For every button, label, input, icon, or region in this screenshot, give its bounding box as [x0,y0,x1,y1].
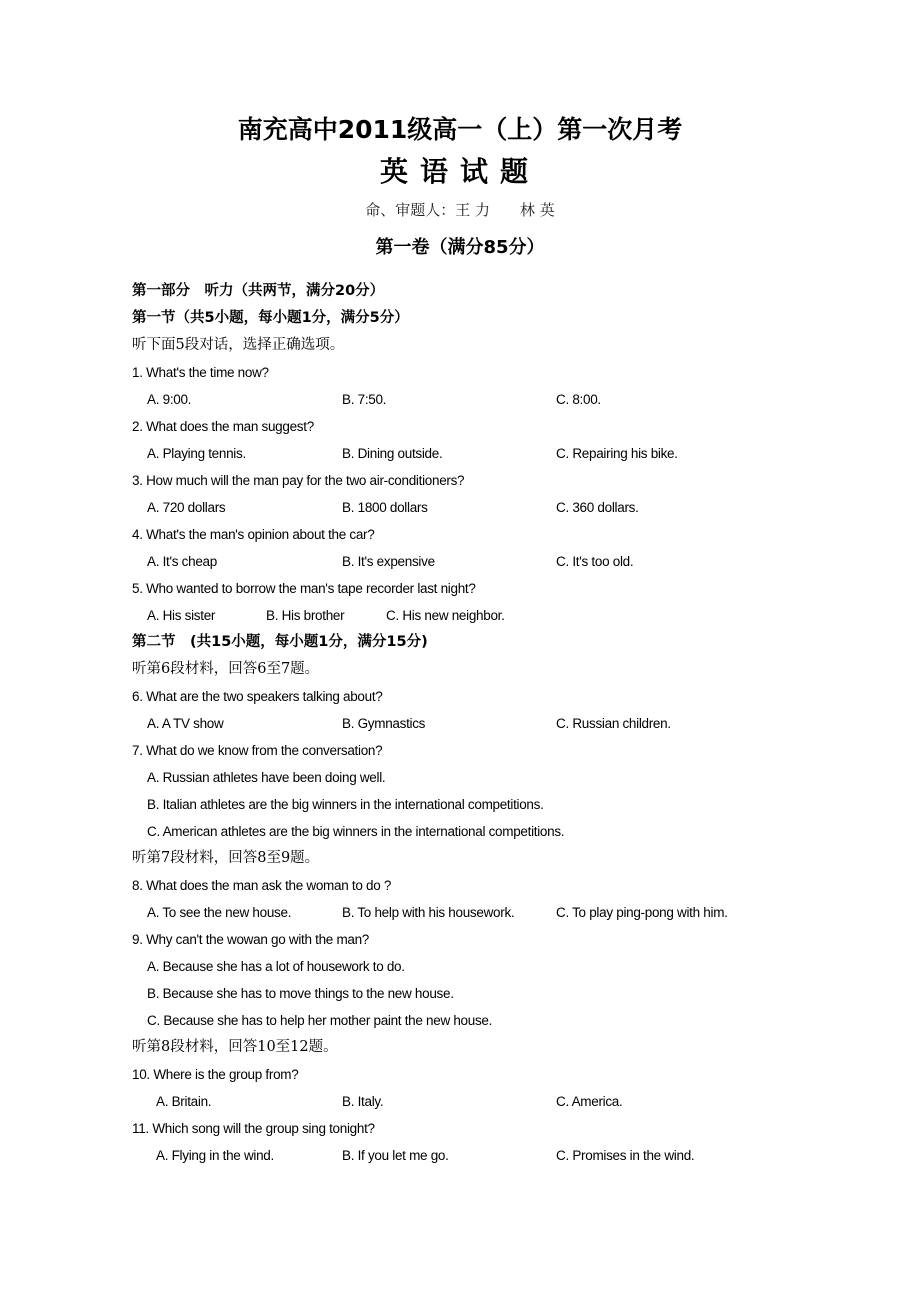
question: 3. How much will the man pay for the two air-conditioners? [132,473,465,488]
answer-option: B. To help with his housework. [342,905,515,920]
question: 4. What's the man's opinion about the car? [132,527,375,542]
answer-option: B. His brother [266,608,345,623]
question: 8. What does the man ask the woman to do ? [132,878,392,893]
question: 9. Why can't the wowan go with the man? [132,932,370,947]
exam-body [132,278,832,1169]
answer-option: A. Because she has a lot of housework to do. [147,959,405,974]
answer-option: A. To see the new house. [147,905,292,920]
exam-title: 南充高中2011级高一（上）第一次月考 [237,115,683,144]
answer-option: C. His new neighbor. [386,608,505,623]
answer-option: B. Because she has to move things to the new house. [147,986,454,1001]
question: 7. What do we know from the conversation? [132,743,383,758]
section-heading: 第一部分 听力（共两节，满分20分） [132,283,385,299]
instruction: 听第7段材料，回答8至9题。 [132,850,320,866]
options-row [132,602,832,629]
options-row [132,1088,832,1115]
answer-option: B. 1800 dollars [342,500,428,515]
answer-option: A. Flying in the wind. [156,1148,274,1163]
answer-option: C. It's too old. [556,554,634,569]
question: 6. What are the two speakers talking about? [132,689,383,704]
answer-option: C. Because she has to help her mother paint the new house. [147,1013,493,1028]
answer-option: A. His sister [147,608,216,623]
options-row [132,899,832,926]
answer-option: A. A TV show [147,716,224,731]
answer-option: B. 7:50. [342,392,387,407]
instruction: 听第6段材料，回答6至7题。 [132,661,320,677]
answer-option: A. Russian athletes have been doing well. [147,770,386,785]
answer-option: A. Playing tennis. [147,446,246,461]
question: 10. Where is the group from? [132,1067,299,1082]
answer-option: A. 9:00. [147,392,192,407]
section-heading: 第一节（共5小题，每小题1分，满分5分） [132,310,409,326]
question: 1. What's the time now? [132,365,269,380]
answer-option: C. American athletes are the big winners in the international competitions. [147,824,565,839]
answer-option: B. Italy. [342,1094,384,1109]
answer-option: C. 8:00. [556,392,601,407]
answer-option: C. America. [556,1094,623,1109]
options-row [132,440,832,467]
instruction: 听第8段材料，回答10至12题。 [132,1039,338,1055]
answer-option: C. Promises in the wind. [556,1148,695,1163]
answer-option: A. It's cheap [147,554,217,569]
question: 5. Who wanted to borrow the man's tape recorder last night? [132,581,476,596]
answer-option: C. Russian children. [556,716,671,731]
options-row [132,1142,832,1169]
section-heading: 第二节 (共15小题，每小题1分，满分15分) [132,634,428,650]
exam-subtitle: 英语试题 [379,155,540,188]
answer-option: A. Britain. [156,1094,212,1109]
options-row [132,494,832,521]
answer-option: B. It's expensive [342,554,435,569]
instruction: 听下面5段对话，选择正确选项。 [132,337,345,353]
answer-option: C. Repairing his bike. [556,446,678,461]
answer-option: B. Dining outside. [342,446,443,461]
answer-option: C. 360 dollars. [556,500,639,515]
options-row [132,548,832,575]
answer-option: B. Gymnastics [342,716,426,731]
answer-option: C. To play ping-pong with him. [556,905,728,920]
volume-heading: 第一卷（满分85分） [375,237,545,258]
options-row [132,386,832,413]
answer-option: B. If you let me go. [342,1148,449,1163]
exam-authors: 命、审题人：王 力 林 英 [365,201,555,219]
answer-option: A. 720 dollars [147,500,226,515]
answer-option: B. Italian athletes are the big winners in the international competitions. [147,797,544,812]
question: 11. Which song will the group sing tonight? [132,1121,375,1136]
options-row [132,710,832,737]
question: 2. What does the man suggest? [132,419,314,434]
